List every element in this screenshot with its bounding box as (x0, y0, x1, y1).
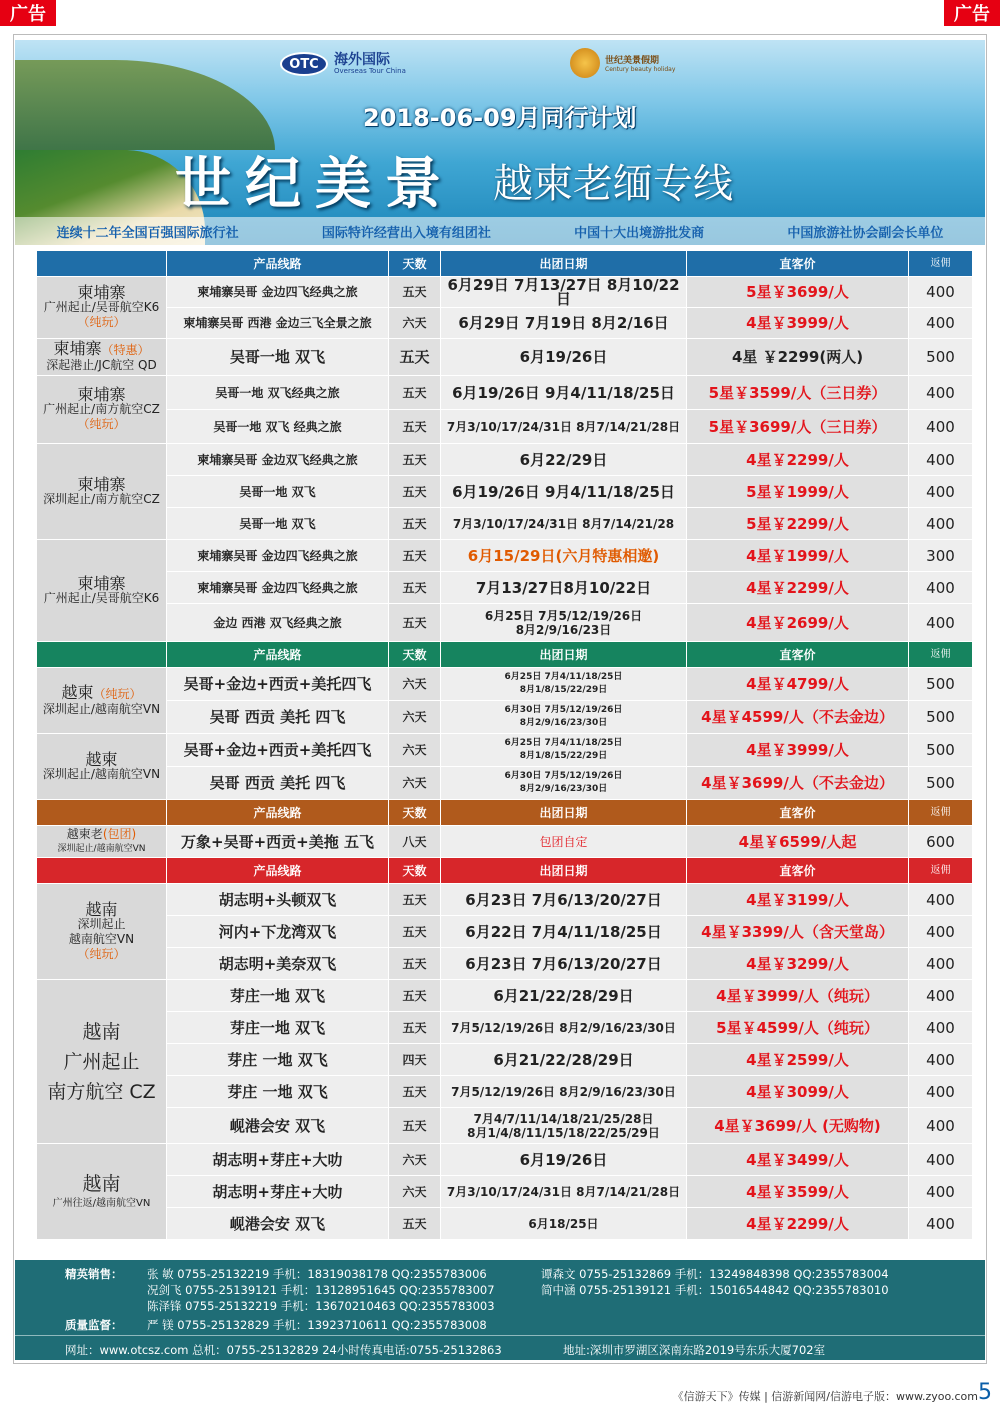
route-cell: 吴哥 西贡 美托 四飞 (167, 767, 389, 800)
dates-cell: 7月5/12/19/26日 8月2/9/16/23/30日 (441, 1012, 687, 1044)
header-days: 天数 (389, 642, 441, 668)
price-cell: 5星￥2299/人 (687, 508, 909, 540)
price-cell: 4星￥1999/人 (687, 540, 909, 572)
group-name: 越南 (82, 1173, 121, 1195)
table-row (37, 1144, 973, 1176)
table-header (37, 251, 973, 277)
rebate-cell: 400 (909, 476, 973, 508)
brand-subtitle: 越柬老缅专线 (493, 161, 733, 207)
price-cell: 4星￥3699/人（不去金边） (687, 767, 909, 800)
century-logo (570, 48, 675, 78)
route-cell: 柬埔寨吴哥 金边四飞经典之旅 (167, 277, 389, 308)
days-cell: 五天 (389, 277, 441, 308)
price-cell: 4星￥2299/人 (687, 444, 909, 476)
rebate-cell: 400 (909, 604, 973, 642)
website-line: 网址：www.otcsz.com 总机：0755-25132829 24小时传真电话:0755-25132863 (65, 1343, 502, 1357)
dates-cell: 6月22/29日 (441, 444, 687, 476)
route-cell: 吴哥一地 双飞 经典之旅 (167, 410, 389, 444)
route-cell: 胡志明+芽庄+大叻 (167, 1176, 389, 1208)
route-cell: 金边 西港 双飞经典之旅 (167, 604, 389, 642)
dates-cell: 6月23日 7月6/13/20/27日 (441, 884, 687, 916)
rebate-cell: 400 (909, 1044, 973, 1076)
dates-line: 6月30日 7月5/12/19/26日 (504, 771, 623, 781)
dates-cell: 6月29日 7月19日 8月2/16日 (441, 308, 687, 339)
header-days: 天数 (389, 858, 441, 884)
price-cell: 4星￥3599/人 (687, 1176, 909, 1208)
dates-cell: 6月18/25日 (441, 1208, 687, 1240)
route-cell: 吴哥一地 双飞 (167, 339, 389, 376)
header-rebate: 返佣 (909, 858, 973, 884)
table-row (37, 1012, 973, 1044)
price-cell: 4星￥3699/人 (无购物) (687, 1108, 909, 1144)
route-cell: 芽庄 一地 双飞 (167, 1076, 389, 1108)
table-row (37, 1208, 973, 1240)
table-row (37, 826, 973, 858)
group-origin: 广州起止/吴哥航空K6 (43, 300, 160, 314)
group-origin: 广州起止/吴哥航空K6 (43, 590, 160, 605)
header-route: 产品线路 (167, 858, 389, 884)
days-cell: 五天 (389, 444, 441, 476)
days-cell: 五天 (389, 572, 441, 604)
price-cell: 5星￥4599/人（纯玩） (687, 1012, 909, 1044)
group-cell (37, 980, 167, 1144)
group-origin: 广州往返/越南航空VN (52, 1198, 151, 1209)
sales-label: 精英销售： (65, 1267, 123, 1281)
table-header (37, 800, 973, 826)
group-cell (37, 668, 167, 734)
days-cell: 五天 (389, 916, 441, 948)
dates-cell: 6月19/26日 (441, 339, 687, 376)
route-cell: 吴哥一地 双飞 (167, 508, 389, 540)
route-cell: 岘港会安 双飞 (167, 1208, 389, 1240)
days-cell: 六天 (389, 701, 441, 734)
days-cell: 五天 (389, 1108, 441, 1144)
days-cell: 八天 (389, 826, 441, 858)
otc-logo (280, 52, 406, 76)
dates-cell: 6月23日 7月6/13/20/27日 (441, 948, 687, 980)
century-logo-en: Century beauty holiday (605, 66, 676, 73)
price-cell: 4星￥4799/人 (687, 668, 909, 701)
sales-contact: 简中涵 0755-25139121 手机：15016544842 QQ:2355783010 (541, 1283, 889, 1297)
group-name: 柬埔寨 (77, 573, 126, 593)
days-cell: 五天 (389, 1076, 441, 1108)
plan-title: 2018-06-09月同行计划 (363, 104, 637, 132)
header-price: 直客价 (687, 251, 909, 277)
group-name: 柬埔寨 (77, 474, 126, 494)
route-cell: 吴哥+金边+西贡+美托四飞 (167, 668, 389, 701)
rebate-cell: 400 (909, 308, 973, 339)
price-cell: 4星￥6599/人起 (687, 826, 909, 858)
days-cell: 五天 (389, 376, 441, 410)
qc-contact: 严 镁 0755-25132829 手机：13923710611 QQ:2355783008 (147, 1318, 487, 1332)
price-cell: 5星￥3599/人（三日券） (687, 376, 909, 410)
group-name: 越柬 (85, 749, 118, 769)
price-cell: 4星￥2599/人 (687, 1044, 909, 1076)
dates-cell: 6月21/22/28/29日 (441, 980, 687, 1012)
sales-contact: 陈泽锋 0755-25132219 手机：13670210463 QQ:2355783003 (147, 1299, 495, 1313)
price-cell: 4星￥3099/人 (687, 1076, 909, 1108)
rebate-cell: 400 (909, 1108, 973, 1144)
rebate-cell: 500 (909, 668, 973, 701)
rebate-cell: 500 (909, 339, 973, 376)
credentials-bar (15, 217, 985, 245)
group-airline: 南方航空 CZ (47, 1080, 156, 1103)
table-row (37, 1076, 973, 1108)
dates-cell: 7月13/27日8月10/22日 (441, 572, 687, 604)
days-cell: 五天 (389, 339, 441, 376)
ad-label-left: 广告 (0, 0, 56, 26)
group-origin: 深圳起止/南方航空CZ (43, 491, 160, 506)
days-cell: 五天 (389, 540, 441, 572)
route-cell: 吴哥 西贡 美托 四飞 (167, 701, 389, 734)
rebate-cell: 400 (909, 980, 973, 1012)
dates-line: 8月2/9/16/23/30日 (519, 784, 608, 794)
group-tag: （纯玩） (77, 315, 126, 329)
table-row (37, 476, 973, 508)
group-tag: （纯玩） (77, 417, 126, 431)
dates-cell (441, 604, 687, 642)
table-row (37, 604, 973, 642)
rebate-cell: 400 (909, 277, 973, 308)
dates-cell: 6月19/26日 9月4/11/18/25日 (441, 476, 687, 508)
rebate-cell: 400 (909, 444, 973, 476)
group-airline: 越南航空VN (68, 931, 135, 946)
days-cell: 五天 (389, 948, 441, 980)
route-cell: 胡志明+芽庄+大叻 (167, 1144, 389, 1176)
table-row (37, 1108, 973, 1144)
rebate-cell: 600 (909, 826, 973, 858)
group-tag: （纯玩） (77, 946, 126, 961)
header-route: 产品线路 (167, 800, 389, 826)
qc-label: 质量监督： (65, 1318, 123, 1332)
group-name: 柬埔寨 (77, 283, 126, 302)
header-rebate: 返佣 (909, 251, 973, 277)
dates-cell: 6月19/26日 9月4/11/18/25日 (441, 376, 687, 410)
dates-line: 6月30日 7月5/12/19/26日 (504, 705, 623, 715)
group-origin: 广州起止 (63, 1050, 140, 1073)
table-row (37, 410, 973, 444)
header-days: 天数 (389, 251, 441, 277)
group-name: 柬埔寨 (77, 385, 126, 404)
table-row (37, 508, 973, 540)
route-cell: 万象+吴哥+西贡+美拖 五飞 (167, 826, 389, 858)
price-cell: 4星 ￥2299(两人) (687, 339, 909, 376)
dates-cell: 6月22日 7月4/11/18/25日 (441, 916, 687, 948)
dates-cell (441, 701, 687, 734)
price-cell: 5星￥3699/人（三日券） (687, 410, 909, 444)
header-rebate: 返佣 (909, 642, 973, 668)
price-cell: 5星￥3699/人 (687, 277, 909, 308)
price-cell: 4星￥3199/人 (687, 884, 909, 916)
header-rebate: 返佣 (909, 800, 973, 826)
days-cell: 五天 (389, 476, 441, 508)
credential-tag: 国际特许经营出入境有组团社 (321, 225, 491, 241)
route-cell: 芽庄一地 双飞 (167, 1012, 389, 1044)
group-cell (37, 734, 167, 800)
price-cell: 4星￥2299/人 (687, 572, 909, 604)
price-cell: 4星￥2699/人 (687, 604, 909, 642)
header-price: 直客价 (687, 642, 909, 668)
rebate-cell: 500 (909, 734, 973, 767)
rebate-cell: 400 (909, 1176, 973, 1208)
group-origin: 深圳起止/越南航空VN (42, 701, 161, 716)
table-row (37, 916, 973, 948)
header-dates: 出团日期 (441, 800, 687, 826)
dates-cell (441, 767, 687, 800)
rebate-cell: 400 (909, 410, 973, 444)
brand-title: 世纪美景 (175, 151, 455, 217)
price-cell: 4星￥3999/人 (687, 308, 909, 339)
page-number: 5 (978, 1380, 992, 1405)
dates-line: 7月4/7/11/14/18/21/25/28日 (473, 1111, 654, 1126)
table-row (37, 734, 973, 767)
route-cell: 吴哥一地 双飞 (167, 476, 389, 508)
table-row (37, 308, 973, 339)
dates-line: 6月25日 7月4/11/18/25日 (504, 672, 623, 682)
days-cell: 五天 (389, 508, 441, 540)
otc-logo-icon: OTC (280, 52, 328, 76)
publication-credit: 《信游天下》传媒 | 信游新闻网/信游电子版：www.zyoo.com (672, 1390, 978, 1403)
island-graphic (15, 60, 275, 150)
dates-cell: 包团自定 (441, 826, 687, 858)
days-cell: 五天 (389, 410, 441, 444)
credential-tag: 中国旅游社协会副会长单位 (787, 225, 944, 241)
header-price: 直客价 (687, 800, 909, 826)
table-row (37, 701, 973, 734)
banner (15, 40, 985, 245)
days-cell: 六天 (389, 308, 441, 339)
route-cell: 吴哥一地 双飞经典之旅 (167, 376, 389, 410)
table-row (37, 540, 973, 572)
otc-logo-cn: 海外国际 (334, 52, 390, 68)
contact-footer (15, 1260, 985, 1360)
dates-cell: 6月19/26日 (441, 1144, 687, 1176)
table-row (37, 767, 973, 800)
price-cell: 4星￥3499/人 (687, 1144, 909, 1176)
group-origin: 广州起止/南方航空CZ (43, 402, 160, 416)
table-row (37, 376, 973, 410)
sales-contact: 况剑飞 0755-25139121 手机：13128951645 QQ:2355783007 (147, 1283, 495, 1297)
dates-line: 8月2/9/16/23日 (515, 622, 612, 637)
group-cell (37, 376, 167, 444)
group-cell (37, 540, 167, 642)
days-cell: 六天 (389, 734, 441, 767)
route-cell: 柬埔寨吴哥 西港 金边三飞全景之旅 (167, 308, 389, 339)
days-cell: 六天 (389, 1144, 441, 1176)
table-row (37, 884, 973, 916)
rebate-cell: 400 (909, 1208, 973, 1240)
header-price: 直客价 (687, 858, 909, 884)
route-cell: 岘港会安 双飞 (167, 1108, 389, 1144)
group-tag: （纯玩） (93, 686, 142, 701)
days-cell: 四天 (389, 1044, 441, 1076)
days-cell: 六天 (389, 767, 441, 800)
rebate-cell: 400 (909, 508, 973, 540)
dates-cell: 7月5/12/19/26日 8月2/9/16/23/30日 (441, 1076, 687, 1108)
group-name: 柬埔寨 (53, 339, 102, 358)
group-origin: 深圳起止 (77, 916, 126, 931)
price-cell: 4星￥3999/人 (687, 734, 909, 767)
dates-cell (441, 1108, 687, 1144)
group-cell (37, 339, 167, 376)
route-cell: 柬埔寨吴哥 金边双飞经典之旅 (167, 444, 389, 476)
table-row (37, 277, 973, 308)
days-cell: 六天 (389, 668, 441, 701)
table-header (37, 858, 973, 884)
rebate-cell: 400 (909, 1144, 973, 1176)
route-cell: 胡志明+头顿双飞 (167, 884, 389, 916)
route-cell: 芽庄 一地 双飞 (167, 1044, 389, 1076)
rebate-cell: 400 (909, 572, 973, 604)
table-row (37, 1044, 973, 1076)
dates-cell (441, 734, 687, 767)
sales-contact: 张 敏 0755-25132219 手机：18319038178 QQ:2355783006 (147, 1267, 487, 1281)
dates-line: 8月1/4/8/11/15/18/22/25/29日 (467, 1125, 660, 1140)
century-logo-icon (570, 48, 600, 78)
address-line: 地址:深圳市罗湖区深南东路2019号东乐大厦702室 (563, 1343, 826, 1357)
ad-label-right: 广告 (944, 0, 1000, 26)
rebate-cell: 400 (909, 916, 973, 948)
century-logo-cn: 世纪美景假期 (605, 56, 660, 66)
header-route: 产品线路 (167, 642, 389, 668)
rebate-cell: 300 (909, 540, 973, 572)
header-dates: 出团日期 (441, 251, 687, 277)
table-row (37, 668, 973, 701)
group-cell (37, 277, 167, 339)
table-row (37, 948, 973, 980)
rebate-cell: 400 (909, 948, 973, 980)
route-cell: 河内+下龙湾双飞 (167, 916, 389, 948)
rebate-cell: 400 (909, 376, 973, 410)
rebate-cell: 400 (909, 1012, 973, 1044)
group-tag: （特惠） (101, 343, 150, 357)
table-row (37, 444, 973, 476)
group-name: 越柬 (61, 682, 94, 702)
price-cell: 4星￥2299/人 (687, 1208, 909, 1240)
tour-table (36, 250, 973, 1240)
rebate-cell: 400 (909, 884, 973, 916)
group-tag: (包团) (102, 826, 137, 841)
route-cell: 吴哥+金边+西贡+美托四飞 (167, 734, 389, 767)
price-cell: 5星￥1999/人 (687, 476, 909, 508)
group-origin: 深圳起止/越南航空VN (42, 766, 161, 781)
credential-tag: 连续十二年全国百强国际旅行社 (56, 225, 239, 241)
rebate-cell: 500 (909, 767, 973, 800)
table-row (37, 980, 973, 1012)
days-cell: 五天 (389, 980, 441, 1012)
group-origin: 深起港止/JC航空 QD (46, 358, 157, 372)
route-cell: 胡志明+美奈双飞 (167, 948, 389, 980)
dates-cell: 7月3/10/17/24/31日 8月7/14/21/28 (441, 508, 687, 540)
table-row (37, 1176, 973, 1208)
price-cell: 4星￥3999/人（纯玩） (687, 980, 909, 1012)
header-dates: 出团日期 (441, 858, 687, 884)
group-cell (37, 826, 167, 858)
dates-line: 8月2/9/16/23/30日 (519, 718, 608, 728)
route-cell: 柬埔寨吴哥 金边四飞经典之旅 (167, 540, 389, 572)
rebate-cell: 400 (909, 1076, 973, 1108)
footer-divider (15, 1335, 985, 1336)
route-cell: 柬埔寨吴哥 金边四飞经典之旅 (167, 572, 389, 604)
table-row (37, 572, 973, 604)
group-cell (37, 1144, 167, 1240)
group-name: 越南 (82, 1020, 121, 1043)
price-cell: 4星￥4599/人（不去金边） (687, 701, 909, 734)
header-days: 天数 (389, 800, 441, 826)
dates-cell: 7月3/10/17/24/31日 8月7/14/21/28日 (441, 1176, 687, 1208)
dates-cell: 6月21/22/28/29日 (441, 1044, 687, 1076)
days-cell: 五天 (389, 1208, 441, 1240)
group-name: 越南 (85, 899, 118, 919)
rebate-cell: 500 (909, 701, 973, 734)
days-cell: 五天 (389, 1012, 441, 1044)
dates-cell (441, 668, 687, 701)
route-cell: 芽庄一地 双飞 (167, 980, 389, 1012)
group-cell (37, 444, 167, 540)
days-cell: 五天 (389, 604, 441, 642)
credential-tag: 中国十大出境游批发商 (574, 225, 705, 241)
price-cell: 4星￥3399/人（含天堂岛） (687, 916, 909, 948)
days-cell: 五天 (389, 884, 441, 916)
dates-cell: 7月3/10/17/24/31日 8月7/14/21/28日 (441, 410, 687, 444)
group-name: 越柬老 (66, 826, 103, 841)
sales-contact: 谭森文 0755-25132869 手机：13249848398 QQ:2355783004 (541, 1267, 889, 1281)
table-header (37, 642, 973, 668)
group-origin: 深圳起止/越南航空VN (57, 843, 146, 854)
days-cell: 六天 (389, 1176, 441, 1208)
header-route: 产品线路 (167, 251, 389, 277)
dates-cell: 6月29日 7月13/27日 8月10/22日 (441, 277, 687, 308)
dates-line: 6月25日 7月5/12/19/26日 (484, 608, 643, 623)
header-dates: 出团日期 (441, 642, 687, 668)
price-cell: 4星￥3299/人 (687, 948, 909, 980)
dates-line: 8月1/8/15/22/29日 (519, 685, 608, 695)
group-cell (37, 884, 167, 980)
dates-line: 6月25日 7月4/11/18/25日 (504, 738, 623, 748)
otc-logo-en: Overseas Tour China (334, 67, 406, 75)
dates-cell: 6月15/29日(六月特惠相邀) (441, 540, 687, 572)
dates-line: 8月1/8/15/22/29日 (519, 751, 608, 761)
table-row (37, 339, 973, 376)
